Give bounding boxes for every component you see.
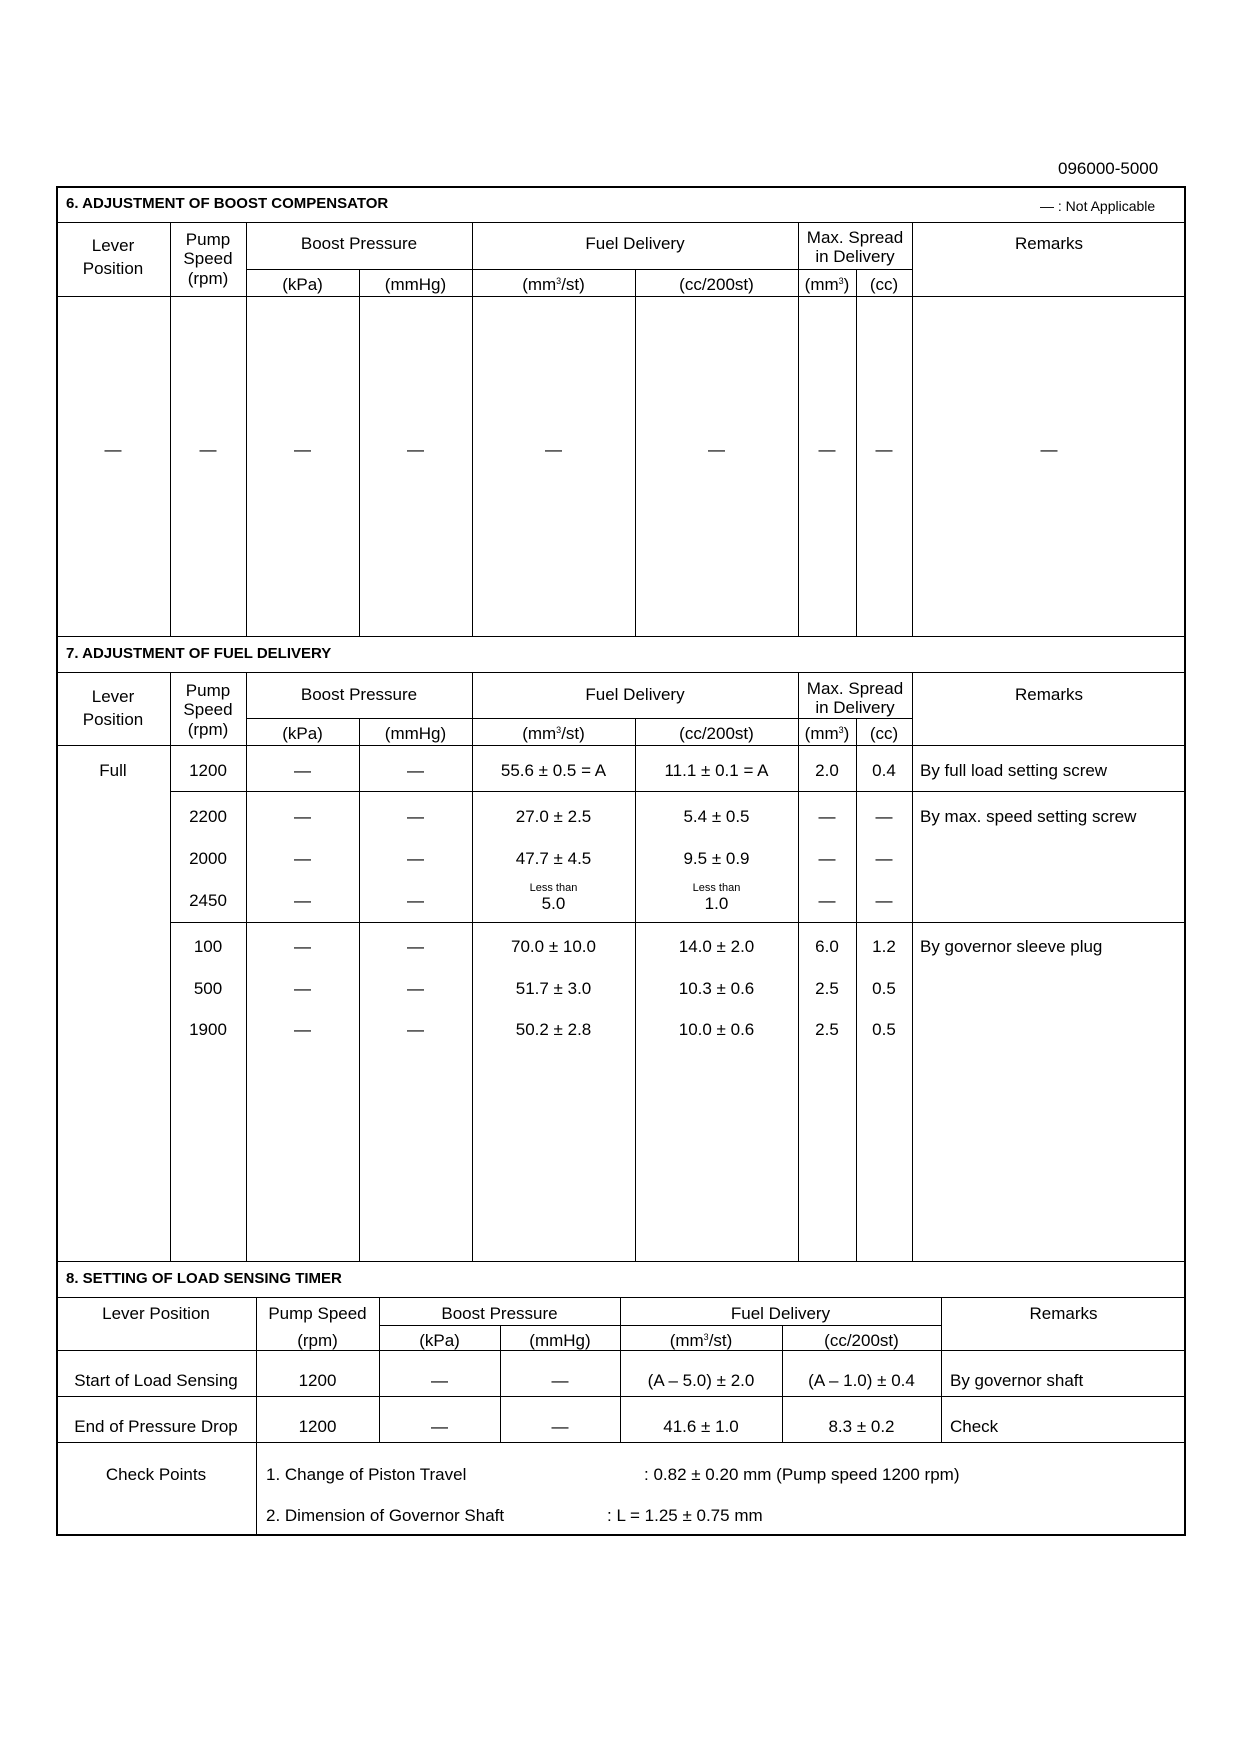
column-divider <box>472 672 473 1261</box>
cell-mmhg: — <box>551 1371 569 1390</box>
cell-fuel-cc: 14.0 ± 2.0 <box>678 937 755 956</box>
cell-rpm: 1200 <box>189 761 227 780</box>
cell-mmhg: — <box>407 1020 424 1039</box>
header-position: Position <box>82 259 144 278</box>
cell-fuel-mm3: 51.7 ± 3.0 <box>515 979 592 998</box>
cell-fuel-mm3: 55.6 ± 0.5 = A <box>500 761 607 780</box>
cell-fuel-mm3: 41.6 ± 1.0 <box>663 1417 739 1436</box>
cell-lever-position: Start of Load Sensing <box>74 1371 238 1390</box>
header-boost-pressure: Boost Pressure <box>441 1304 558 1323</box>
cell-spread-cc: 0.5 <box>872 979 896 998</box>
cell-fuel-mm3-prefix: Less than <box>529 882 578 894</box>
cell-rpm: 1200 <box>298 1417 337 1436</box>
column-divider <box>798 672 799 1261</box>
unit-cc-200st: (cc/200st) <box>679 724 754 743</box>
unit-mmhg: (mmHg) <box>384 724 447 743</box>
cell-rpm: 100 <box>193 937 223 956</box>
cell-spread-cc: — <box>875 891 893 910</box>
divider <box>56 1396 1186 1397</box>
check-point-1-value: : 0.82 ± 0.20 mm (Pump speed 1200 rpm) <box>644 1465 960 1484</box>
divider <box>56 296 1186 297</box>
unit-kpa: (kPa) <box>282 724 323 743</box>
cell-rpm: 2000 <box>189 849 227 868</box>
cell-fuel-cc: 10.0 ± 0.6 <box>678 1020 755 1039</box>
unit-kpa: (kPa) <box>419 1331 460 1350</box>
na-dash: — <box>407 440 424 459</box>
header-in-delivery: in Delivery <box>815 698 895 717</box>
header-remarks: Remarks <box>1014 685 1083 704</box>
header-rpm: (rpm) <box>297 1331 338 1350</box>
cell-fuel-mm3: 5.0 <box>541 894 566 913</box>
unit-cc-200st: (cc/200st) <box>824 1331 899 1350</box>
divider <box>246 718 912 719</box>
cell-kpa: — <box>294 937 311 956</box>
na-dash: — <box>199 440 217 459</box>
cell-remark: By max. speed setting screw <box>920 807 1137 826</box>
unit-mmhg: (mmHg) <box>384 275 447 294</box>
cell-mmhg: — <box>407 761 424 780</box>
cell-spread-mm3: 2.5 <box>815 979 839 998</box>
header-pump: Pump <box>185 230 231 249</box>
cell-fuel-cc: 8.3 ± 0.2 <box>828 1417 895 1436</box>
cell-lever-position: End of Pressure Drop <box>74 1417 238 1436</box>
cell-kpa: — <box>294 761 311 780</box>
cell-mmhg: — <box>407 891 424 910</box>
unit-cc: (cc) <box>869 275 899 294</box>
divider <box>56 636 1186 637</box>
header-in-delivery: in Delivery <box>815 247 895 266</box>
not-applicable-note: — : Not Applicable <box>1040 198 1156 214</box>
unit-mmhg: (mmHg) <box>529 1331 591 1350</box>
unit-mm3-st: $(mm^3/st)$ <box>522 724 585 743</box>
cell-mmhg: — <box>407 849 424 868</box>
cell-remark: Check <box>950 1417 999 1436</box>
column-divider <box>912 672 913 1261</box>
cell-mmhg: — <box>407 807 424 826</box>
cell-spread-cc: 0.4 <box>872 761 896 780</box>
cell-spread-cc: — <box>875 807 893 826</box>
check-points-label: Check Points <box>105 1465 207 1484</box>
divider <box>170 791 1186 792</box>
cell-spread-mm3: 2.0 <box>815 761 839 780</box>
cell-fuel-cc-prefix: Less than <box>692 882 741 894</box>
unit-mm3-st: $(mm^3/st)$ <box>522 275 585 294</box>
header-fuel-delivery: Fuel Delivery <box>585 234 685 253</box>
divider <box>170 922 1186 923</box>
cell-rpm: 2200 <box>189 807 227 826</box>
divider <box>56 672 1186 673</box>
cell-fuel-cc: 9.5 ± 0.9 <box>683 849 750 868</box>
na-dash: — <box>875 440 893 459</box>
header-remarks: Remarks <box>1014 234 1083 253</box>
header-lever: Lever <box>91 687 135 706</box>
unit-mm3-st: $(mm^3/st)$ <box>669 1331 733 1350</box>
header-remarks: Remarks <box>1029 1304 1098 1323</box>
unit-mm3: $(mm^3)$ <box>804 275 850 294</box>
unit-mm3: $(mm^3)$ <box>804 724 850 743</box>
cell-spread-cc: 0.5 <box>872 1020 896 1039</box>
cell-fuel-cc: 1.0 <box>704 894 729 913</box>
divider <box>379 1325 941 1326</box>
section-title: 6. ADJUSTMENT OF BOOST COMPENSATOR <box>66 195 389 212</box>
document-number: 096000-5000 <box>1058 159 1159 178</box>
divider <box>56 1442 1186 1443</box>
check-point-2-value: : L = 1.25 ± 0.75 mm <box>607 1506 763 1525</box>
header-position: Position <box>82 710 144 729</box>
header-speed: Speed <box>183 700 233 719</box>
column-divider <box>170 672 171 1261</box>
cell-mmhg: — <box>407 937 424 956</box>
na-dash: — <box>294 440 311 459</box>
cell-kpa: — <box>294 807 311 826</box>
na-dash: — <box>545 440 562 459</box>
cell-kpa: — <box>294 891 311 910</box>
divider <box>56 222 1186 223</box>
na-dash: — <box>818 440 836 459</box>
cell-fuel-mm3: (A – 5.0) ± 2.0 <box>647 1371 755 1390</box>
header-lever: Lever <box>91 236 135 255</box>
cell-spread-mm3: 2.5 <box>815 1020 839 1039</box>
header-rpm: (rpm) <box>187 720 229 739</box>
header-max-spread: Max. Spread <box>806 228 904 247</box>
cell-rpm: 500 <box>193 979 223 998</box>
unit-kpa: (kPa) <box>282 275 323 294</box>
unit-cc-200st: (cc/200st) <box>679 275 754 294</box>
cell-kpa: — <box>294 849 311 868</box>
header-fuel-delivery: Fuel Delivery <box>585 685 685 704</box>
header-speed: Speed <box>183 249 233 268</box>
cell-remark: By governor sleeve plug <box>920 937 1103 956</box>
cell-mmhg: — <box>407 979 424 998</box>
cell-rpm: 2450 <box>189 891 227 910</box>
na-dash: — <box>1040 440 1058 459</box>
header-pump-speed: Pump Speed <box>268 1304 367 1323</box>
divider <box>56 1297 1186 1298</box>
divider <box>56 1261 1186 1262</box>
cell-spread-mm3: — <box>818 807 836 826</box>
header-pump: Pump <box>185 681 231 700</box>
cell-fuel-cc: (A – 1.0) ± 0.4 <box>808 1371 915 1390</box>
cell-remark: By governor shaft <box>950 1371 1084 1390</box>
divider <box>798 269 912 270</box>
header-boost-pressure: Boost Pressure <box>300 685 418 704</box>
header-rpm: (rpm) <box>187 269 229 288</box>
cell-fuel-cc: 10.3 ± 0.6 <box>678 979 755 998</box>
column-divider <box>912 222 913 636</box>
cell-spread-cc: — <box>875 849 893 868</box>
section-title: 8. SETTING OF LOAD SENSING TIMER <box>66 1270 342 1287</box>
cell-fuel-mm3: 47.7 ± 4.5 <box>515 849 592 868</box>
cell-spread-mm3: — <box>818 849 836 868</box>
cell-fuel-mm3: 27.0 ± 2.5 <box>515 807 592 826</box>
section-title: 7. ADJUSTMENT OF FUEL DELIVERY <box>66 645 332 662</box>
header-boost-pressure: Boost Pressure <box>300 234 418 253</box>
cell-kpa: — <box>431 1371 448 1390</box>
header-fuel-delivery: Fuel Delivery <box>730 1304 831 1323</box>
cell-spread-mm3: — <box>818 891 836 910</box>
cell-spread-cc: 1.2 <box>872 937 896 956</box>
cell-rpm: 1900 <box>189 1020 227 1039</box>
cell-fuel-mm3: 50.2 ± 2.8 <box>515 1020 592 1039</box>
cell-mmhg: — <box>551 1417 569 1436</box>
check-point-2-label: 2. Dimension of Governor Shaft <box>266 1506 505 1525</box>
cell-spread-mm3: 6.0 <box>815 937 839 956</box>
divider <box>56 745 1186 746</box>
check-point-1-label: 1. Change of Piston Travel <box>266 1465 467 1484</box>
lever-position-value: Full <box>99 761 127 780</box>
header-max-spread: Max. Spread <box>806 679 904 698</box>
divider <box>56 1350 1186 1351</box>
cell-fuel-cc: 5.4 ± 0.5 <box>683 807 750 826</box>
na-dash: — <box>104 440 122 459</box>
column-divider <box>246 672 247 1261</box>
cell-fuel-cc: 11.1 ± 0.1 = A <box>664 761 769 780</box>
cell-rpm: 1200 <box>298 1371 337 1390</box>
cell-fuel-mm3: 70.0 ± 10.0 <box>511 937 596 956</box>
na-dash: — <box>708 440 725 459</box>
header-lever-position: Lever Position <box>102 1304 210 1323</box>
cell-remark: By full load setting screw <box>920 761 1108 780</box>
cell-kpa: — <box>294 979 311 998</box>
cell-kpa: — <box>431 1417 448 1436</box>
cell-kpa: — <box>294 1020 311 1039</box>
unit-cc: (cc) <box>869 724 899 743</box>
